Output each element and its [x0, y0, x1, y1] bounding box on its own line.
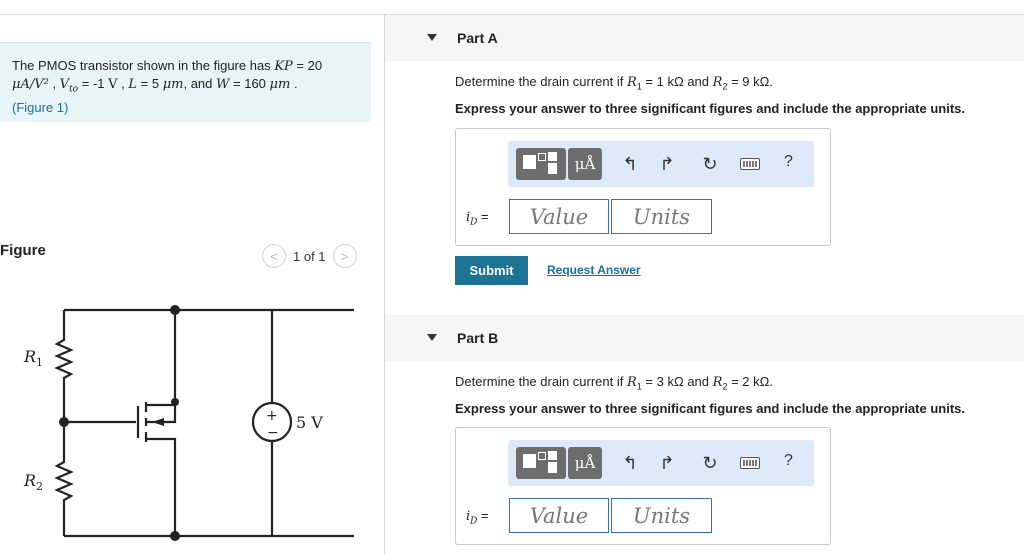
request-answer-link[interactable]: Request Answer	[547, 263, 641, 277]
part-b-value-input[interactable]: Value	[509, 498, 609, 533]
and-word: , and	[183, 76, 213, 91]
part-a-toolbar	[508, 141, 814, 187]
circuit-diagram	[18, 300, 358, 550]
part-a-title: Part A	[457, 30, 498, 46]
vto-units: V	[108, 77, 118, 92]
templates-button[interactable]	[516, 447, 566, 479]
r2-label: $R_2$	[24, 471, 44, 493]
prev-figure-button[interactable]: <	[262, 244, 286, 268]
w-value: = 160	[233, 76, 266, 91]
figure-pager	[262, 244, 357, 268]
submit-button[interactable]: Submit	[455, 256, 528, 285]
part-b-header[interactable]	[385, 315, 1024, 361]
w-symbol: W	[216, 77, 230, 92]
kp-symbol: KP	[274, 59, 293, 74]
problem-statement: The PMOS transistor shown in the figure has KP = 20 μA/V² , $V_{to} = -1$ V , L = 5 μm, and W = 160 μm . (Figure 1)	[0, 42, 371, 122]
part-b-instruction: Express your answer to three significant figures and include the appropriate units.	[455, 401, 965, 416]
figure-page-indicator: 1 of 1	[293, 248, 326, 264]
figure-title: Figure	[0, 242, 46, 259]
w-units: μm	[269, 77, 291, 92]
part-a-units-input[interactable]: Units	[611, 199, 712, 234]
vto-value: = -1	[81, 76, 105, 91]
reset-icon[interactable]: ↻	[702, 453, 718, 473]
part-b-question: Determine the drain current if $R_1 = 3$ kΩ and $R_2 = 2$ kΩ.	[455, 374, 773, 392]
l-value: = 5	[140, 76, 160, 91]
help-icon[interactable]: ?	[784, 153, 793, 170]
l-units: μm	[162, 77, 184, 92]
l-symbol: L	[128, 77, 137, 92]
part-a-question: Determine the drain current if $R_1 = 1$ kΩ and $R_2 = 9$ kΩ.	[455, 74, 773, 92]
source-voltage-label: 5 V	[296, 413, 323, 432]
part-a-variable-label: $i_D$ =	[466, 209, 489, 228]
vto-symbol: $V_{to}$	[59, 77, 79, 95]
undo-icon[interactable]: ↰	[622, 453, 638, 473]
problem-intro: The PMOS transistor shown in the figure has	[12, 58, 271, 73]
keyboard-icon[interactable]	[740, 158, 760, 170]
units-button[interactable]: μÅ	[568, 447, 602, 479]
redo-icon[interactable]: ↱	[659, 154, 675, 174]
source-minus: −	[267, 425, 279, 441]
r1-label: $R_1$	[24, 347, 44, 369]
part-b-units-input[interactable]: Units	[611, 498, 712, 533]
next-figure-button[interactable]: >	[333, 244, 357, 268]
undo-icon[interactable]: ↰	[622, 154, 638, 174]
figure-link[interactable]: (Figure 1)	[12, 99, 69, 115]
collapse-arrow-icon[interactable]	[427, 34, 437, 41]
kp-units: μA/V²	[12, 77, 49, 92]
part-a-header[interactable]	[385, 15, 1024, 61]
part-b-toolbar	[508, 440, 814, 486]
source-plus: +	[266, 408, 278, 424]
part-b-title: Part B	[457, 330, 499, 346]
part-a-answer-box	[455, 128, 831, 246]
part-b-variable-label: $i_D$ =	[466, 508, 489, 527]
help-icon[interactable]: ?	[784, 452, 793, 469]
redo-icon[interactable]: ↱	[659, 453, 675, 473]
part-b-answer-box	[455, 427, 831, 545]
keyboard-icon[interactable]	[740, 457, 760, 469]
pane-divider	[384, 14, 385, 555]
reset-icon[interactable]: ↻	[702, 154, 718, 174]
collapse-arrow-icon[interactable]	[427, 334, 437, 341]
kp-value: = 20	[296, 58, 323, 73]
templates-button[interactable]	[516, 148, 566, 180]
part-a-instruction: Express your answer to three significant figures and include the appropriate units.	[455, 101, 965, 116]
units-button[interactable]: μÅ	[568, 148, 602, 180]
part-a-value-input[interactable]: Value	[509, 199, 609, 234]
